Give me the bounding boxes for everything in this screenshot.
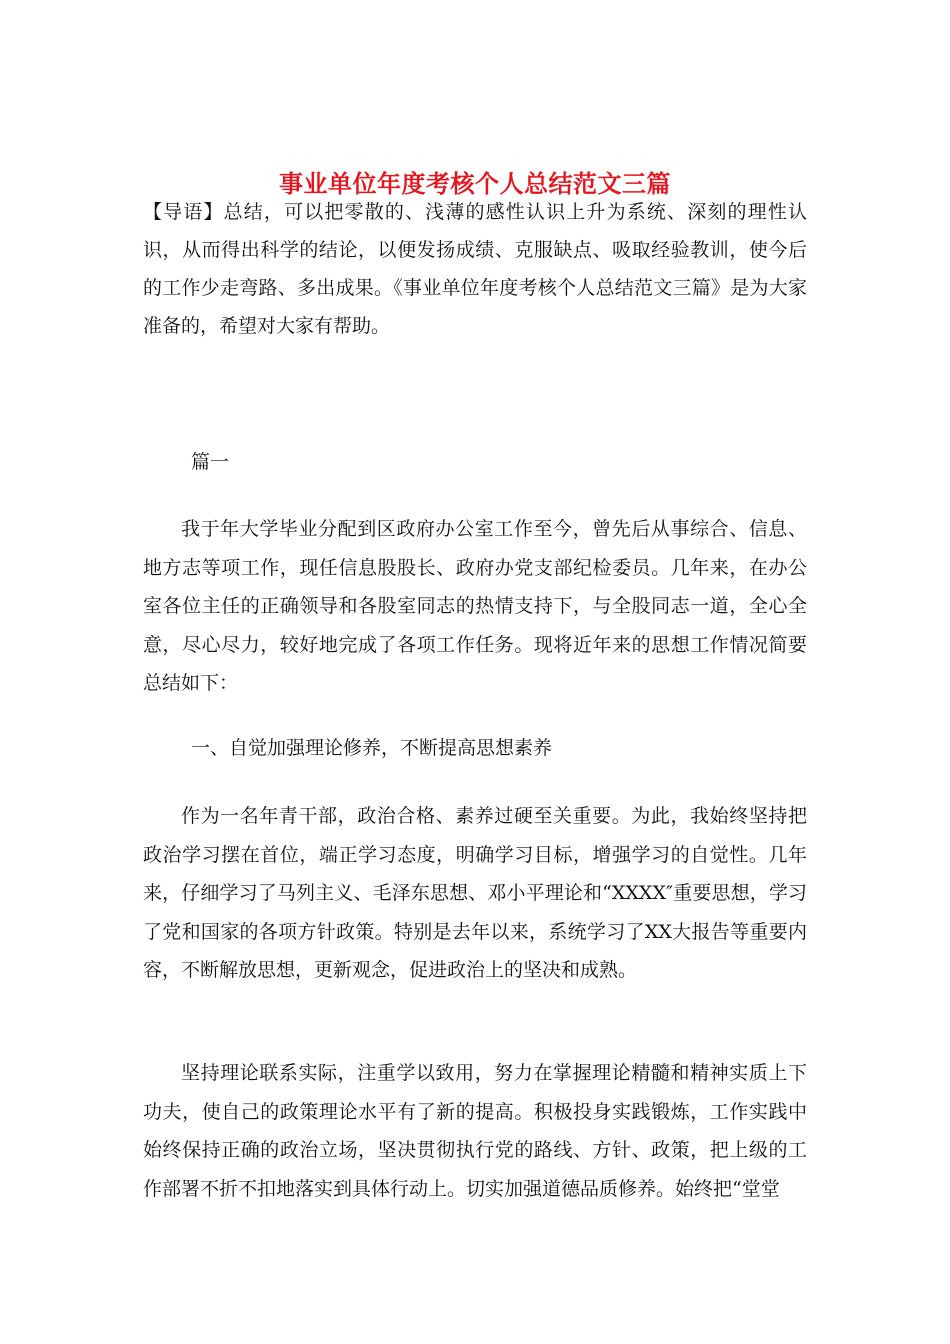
document-title: 事业单位年度考核个人总结范文三篇 (279, 169, 671, 199)
intro-paragraph: 【导语】总结，可以把零散的、浅薄的感性认识上升为系统、深刻的理性认识，从而得出科学的结论，以便发扬成绩、克服缺点、吸取经验教训，使今后的工作少走弯路、多出成果。《事业单位年度考核个人总结范文三篇》是为大家准备的，希望对大家有帮助。 (143, 201, 807, 337)
body-paragraph-2: 作为一名年青干部，政治合格、素养过硬至关重要。为此，我始终坚持把政治学习摆在首位，端正学习态度，明确学习目标，增强学习的自觉性。几年来，仔细学习了马列主义、毛泽东思想、邓小平理论和“XXXX″重要思想，学习了党和国家的各项方针政策。特别是去年以来，系统学习了XX大报告等重要内容，不断解放思想，更新观念，促进政治上的坚决和成熟。 (143, 805, 807, 981)
body-paragraph-3: 坚持理论联系实际，注重学以致用，努力在掌握理论精髓和精神实质上下功夫，使自己的政策理论水平有了新的提高。积极投身实践锻炼，工作实践中始终保持正确的政治立场，坚决贯彻执行党的路线、方针、政策，把上级的工作部署不折不扣地落实到具体行动上。切实加强道德品质修养。始终把“堂堂 (143, 1062, 807, 1200)
section-heading-1: 一、自觉加强理论修养，不断提高思想素养 (191, 737, 553, 759)
section-label: 篇一 (191, 451, 230, 473)
body-paragraph-1: 我于年大学毕业分配到区政府办公室工作至今，曾先后从事综合、信息、地方志等项工作，现任信息股股长、政府办党支部纪检委员。几年来，在办公室各位主任的正确领导和各股室同志的热情支持下，与全股同志一道，全心全意，尽心尽力，较好地完成了各项工作任务。现将近年来的思想工作情况简要总结如下： (143, 518, 807, 694)
